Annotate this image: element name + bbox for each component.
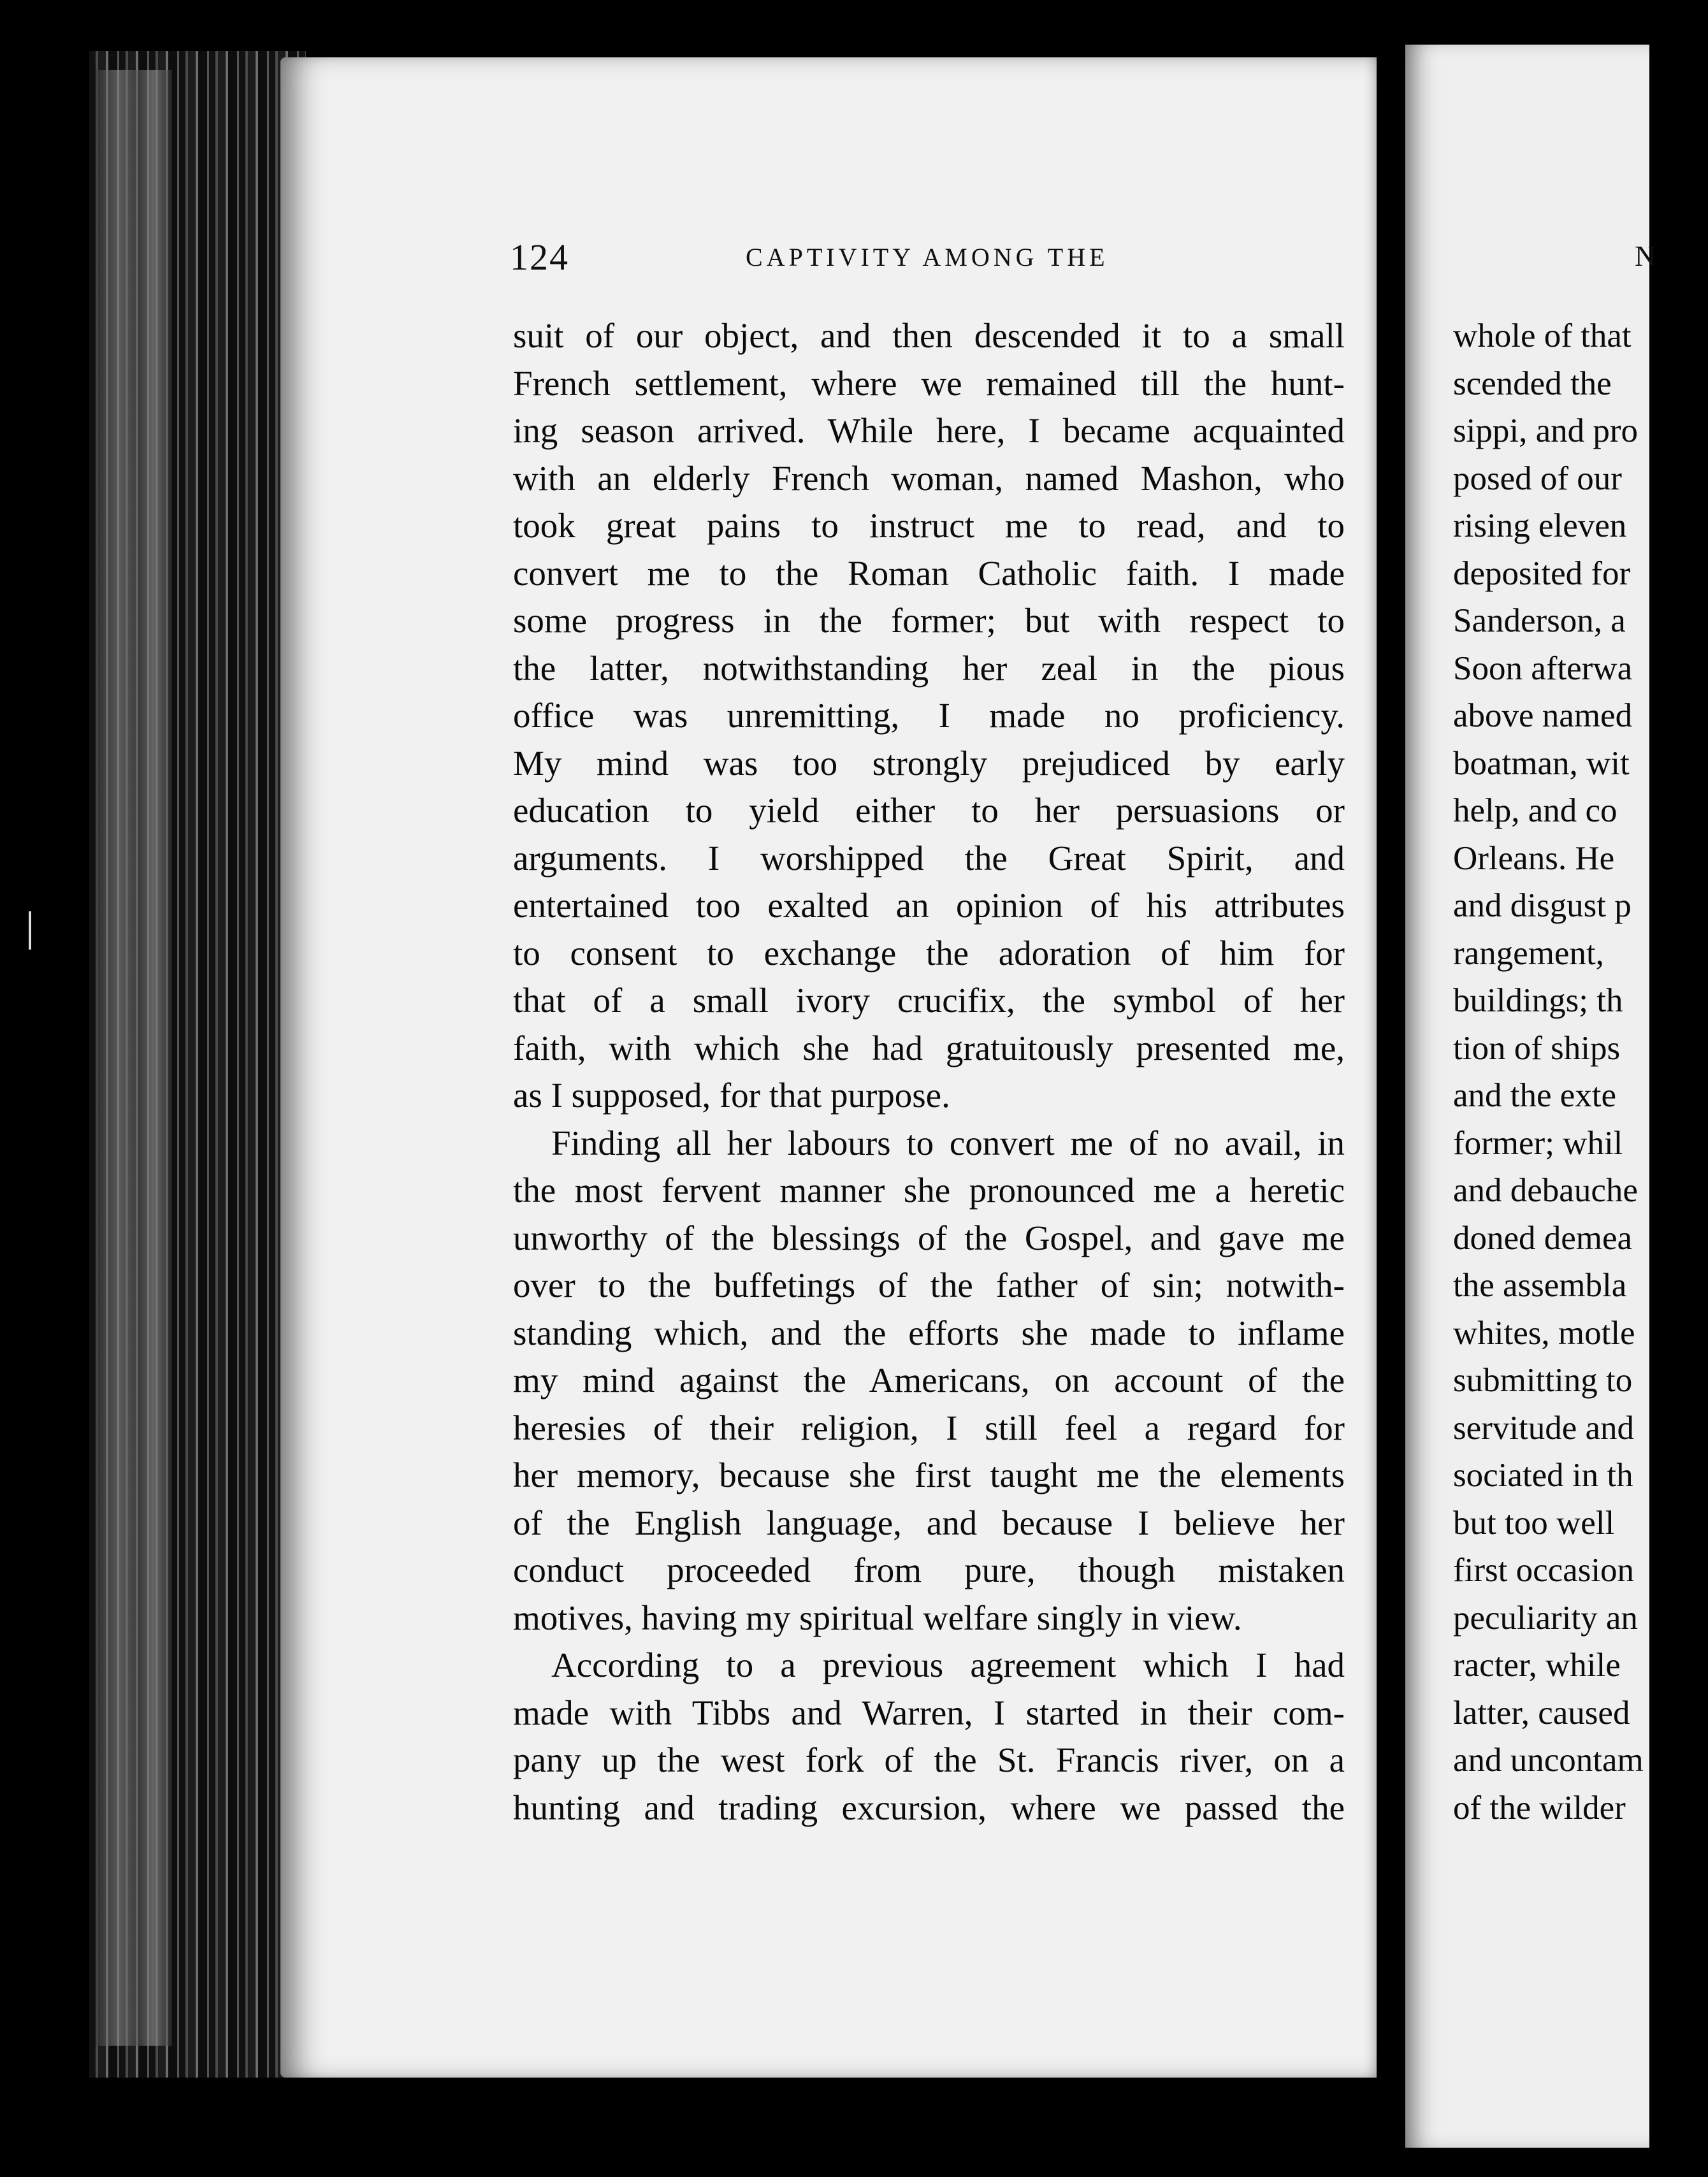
- text-line: took great pains to instruct me to read, and to: [513, 506, 1345, 545]
- right-text-line: whole of that: [1453, 317, 1632, 354]
- right-text-line: buildings; th: [1453, 982, 1623, 1019]
- text-line: made with Tibbs and Warren, I started in their com-: [513, 1693, 1345, 1732]
- right-text-line: sociated in th: [1453, 1457, 1633, 1494]
- right-text-line: Soon afterwa: [1453, 649, 1633, 687]
- text-line: entertained too exalted an opinion of his attributes: [513, 886, 1345, 925]
- right-text-line: boatman, wit: [1453, 744, 1630, 782]
- right-text-line: rising eleven: [1453, 507, 1627, 544]
- right-text-line: Orleans. He: [1453, 839, 1615, 877]
- right-text-line: of the wilder: [1453, 1789, 1626, 1826]
- right-text-line: first occasion: [1453, 1552, 1635, 1589]
- right-text-line: former; whil: [1453, 1124, 1623, 1162]
- text-line: that of a small ivory crucifix, the symbol of her: [513, 981, 1345, 1020]
- right-text-line: and the exte: [1453, 1077, 1617, 1114]
- right-text-line: racter, while: [1453, 1647, 1621, 1684]
- text-line: My mind was too strongly prejudiced by early: [513, 743, 1345, 783]
- right-text-line: and disgust p: [1453, 887, 1632, 924]
- scan-mark: [29, 911, 31, 950]
- text-line: conduct proceeded from pure, though mistaken: [513, 1551, 1345, 1589]
- text-line: her memory, because she first taught me the elements: [513, 1456, 1345, 1494]
- text-line: education to yield either to her persuasions or: [513, 791, 1345, 830]
- right-text-line: Sanderson, a: [1453, 602, 1626, 639]
- right-text-line: but too well: [1453, 1504, 1615, 1542]
- text-line: to consent to exchange the adoration of him for: [513, 933, 1345, 973]
- text-line: According to a previous agreement which I had: [551, 1645, 1345, 1684]
- text-line: the most fervent manner she pronounced me a heretic: [513, 1171, 1345, 1210]
- right-text-line: and uncontam: [1453, 1742, 1644, 1779]
- text-line: my mind against the Americans, on account of the: [513, 1361, 1345, 1400]
- right-text-line: latter, caused: [1453, 1694, 1630, 1732]
- right-page-running-head: N: [1635, 240, 1656, 272]
- right-text-line: whites, motle: [1453, 1314, 1635, 1352]
- text-line: unworthy of the blessings of the Gospel, and gave me: [513, 1218, 1345, 1257]
- right-text-line: above named: [1453, 697, 1633, 734]
- text-line: convert me to the Roman Catholic faith. I made: [513, 553, 1345, 593]
- text-line: with an elderly French woman, named Mashon, who: [513, 458, 1345, 498]
- right-text-line: deposited for: [1453, 554, 1631, 592]
- text-line: pany up the west fork of the St. Francis river, on a: [513, 1740, 1345, 1779]
- text-line: Finding all her labours to convert me of no avail, in: [551, 1123, 1345, 1162]
- right-text-line: submitting to: [1453, 1362, 1633, 1399]
- text-line: suit of our object, and then descended it to a small: [513, 316, 1345, 355]
- text-line: of the English language, and because I believe her: [513, 1503, 1345, 1542]
- text-line: faith, with which she had gratuitously presented me,: [513, 1028, 1345, 1067]
- running-title: CAPTIVITY AMONG THE: [746, 243, 1109, 271]
- right-text-line: the assembla: [1453, 1267, 1627, 1304]
- right-text-line: posed of our: [1453, 459, 1622, 497]
- text-line: as I supposed, for that purpose.: [513, 1076, 950, 1115]
- text-line: motives, having my spiritual welfare singly in view.: [513, 1598, 1242, 1637]
- right-text-line: help, and co: [1453, 792, 1618, 829]
- right-text-line: tion of ships: [1453, 1029, 1621, 1067]
- text-line: heresies of their religion, I still feel a regard for: [513, 1408, 1345, 1447]
- text-line: some progress in the former; but with respect to: [513, 601, 1345, 640]
- right-text-line: sippi, and pro: [1453, 412, 1638, 449]
- text-line: French settlement, where we remained till the hunt-: [513, 363, 1345, 403]
- page-number: 124: [510, 236, 569, 278]
- right-text-line: scended the: [1453, 365, 1612, 402]
- text-line: the latter, notwithstanding her zeal in the pious: [513, 648, 1345, 688]
- right-text-line: rangement,: [1453, 934, 1604, 972]
- text-line: hunting and trading excursion, where we passed the: [513, 1788, 1345, 1827]
- page-edges-highlight: [96, 70, 172, 2046]
- text-line: standing which, and the efforts she made to inflame: [513, 1313, 1345, 1352]
- text-line: ing season arrived. While here, I became acquainted: [513, 411, 1345, 450]
- right-text-line: peculiarity an: [1453, 1599, 1638, 1637]
- right-text-line: servitude and: [1453, 1409, 1635, 1447]
- right-text-line: doned demea: [1453, 1219, 1633, 1257]
- left-page-text: [513, 312, 1345, 1832]
- text-line: arguments. I worshipped the Great Spirit, and: [513, 838, 1345, 878]
- running-head: [510, 236, 1338, 293]
- text-line: office was unremitting, I made no proficiency.: [513, 696, 1345, 735]
- right-text-line: and debauche: [1453, 1172, 1638, 1209]
- text-line: over to the buffetings of the father of sin; notwith-: [513, 1266, 1345, 1305]
- right-page-text: [1453, 312, 1708, 1832]
